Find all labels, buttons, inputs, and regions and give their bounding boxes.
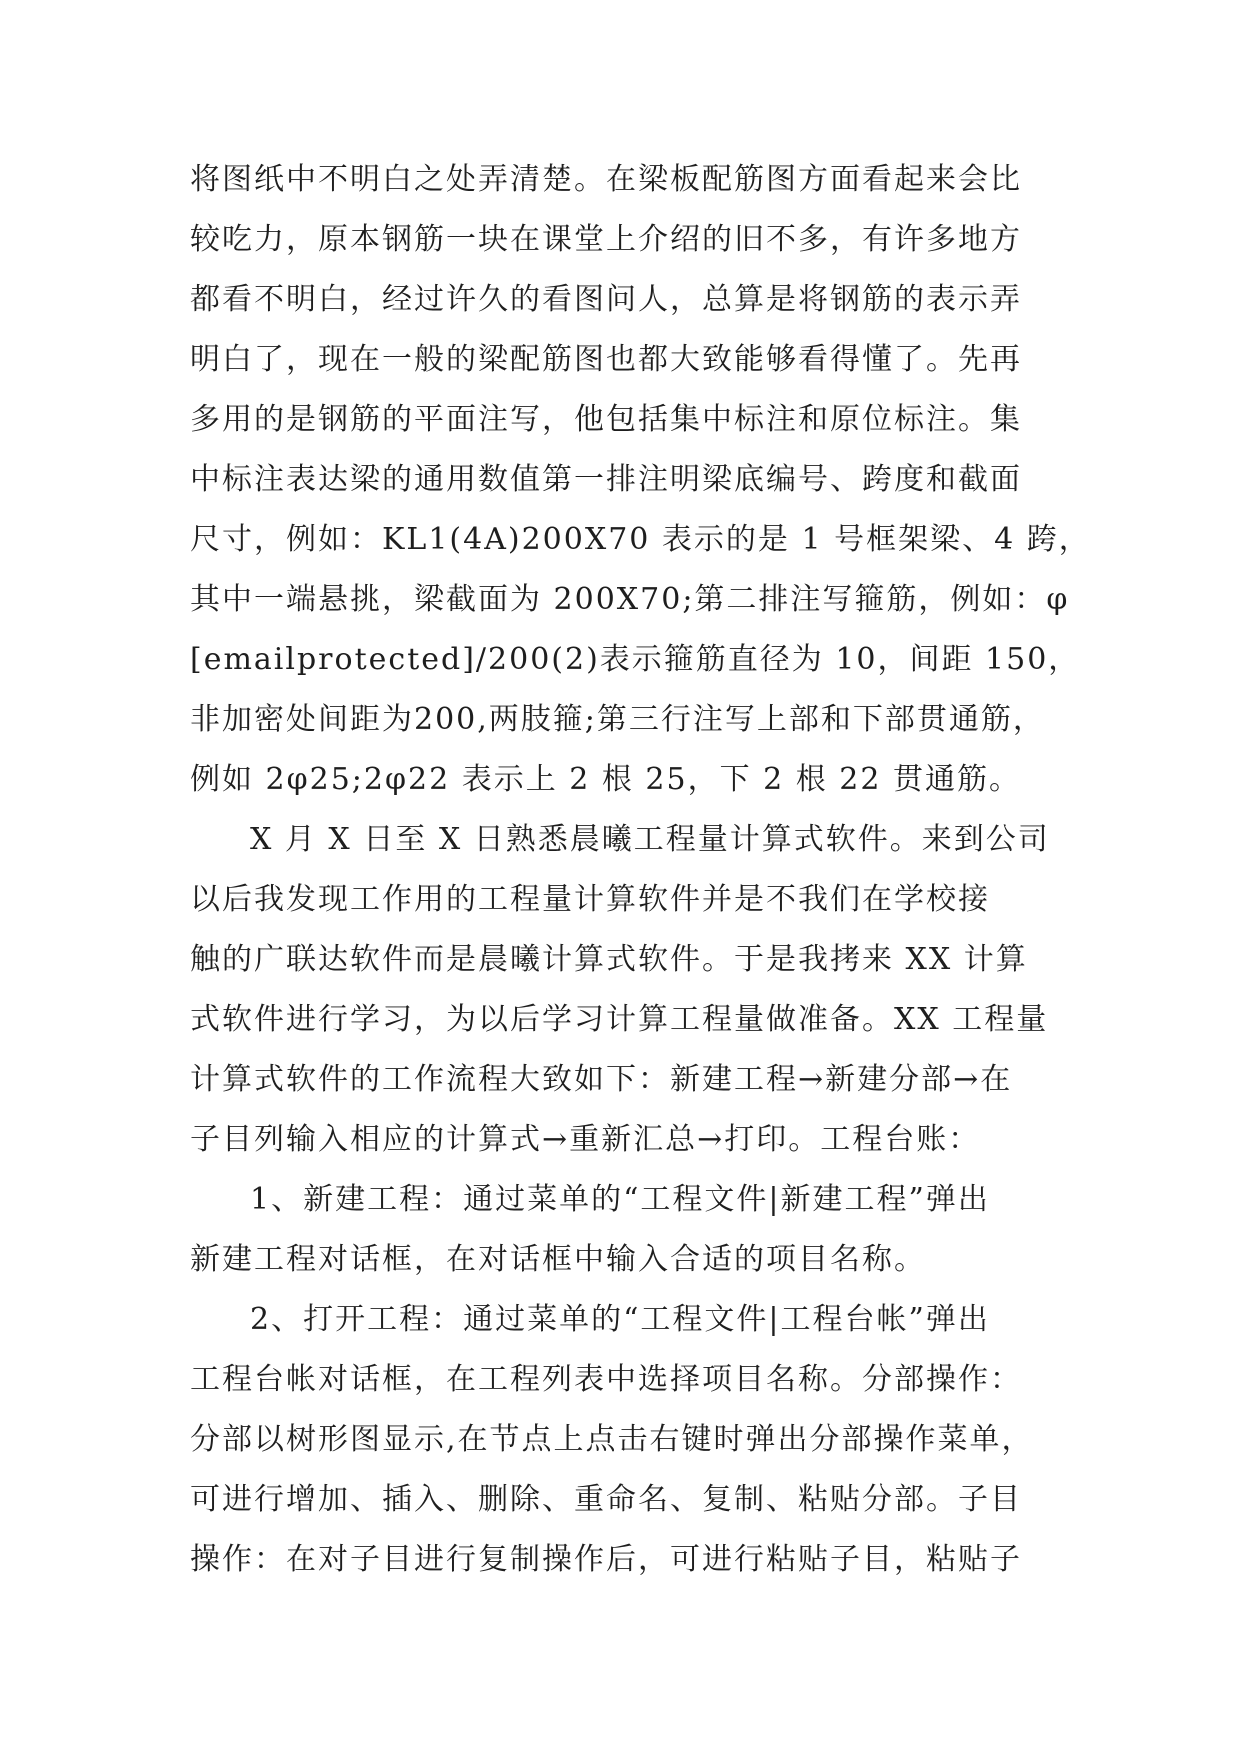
text-line: 工程台帐对话框，在工程列表中选择项目名称。分部操作： [190,1362,1022,1397]
text-line: 非加密处间距为200,两肢箍;第三行注写上部和下部贯通筋， [190,702,1045,737]
text-line: [emailprotected]/200(2)表示箍筋直径为 10，间距 150， [190,642,1081,677]
paragraph-4 [190,1290,1050,1590]
text-line: 2、打开工程：通过菜单的“工程文件|工程台帐”弹出 [250,1302,990,1337]
text-line: 1、新建工程：通过菜单的“工程文件|新建工程”弹出 [250,1182,990,1217]
text-line: 可进行增加、插入、删除、重命名、复制、粘贴分部。子目 [190,1482,1022,1517]
text-line: 操作：在对子目进行复制操作后，可进行粘贴子目，粘贴子 [190,1542,1022,1577]
text-line: 式软件进行学习，为以后学习计算工程量做准备。XX 工程量 [190,1002,1049,1037]
text-line: 新建工程对话框，在对话框中输入合适的项目名称。 [190,1242,926,1277]
text-line: 明白了，现在一般的梁配筋图也都大致能够看得懂了。先再 [190,342,1022,377]
text-line: 其中一端悬挑，梁截面为 200X70;第二排注写箍筋，例如：φ [190,582,1070,617]
text-line: 中标注表达梁的通用数值第一排注明梁底编号、跨度和截面 [190,462,1022,497]
paragraph-1 [190,150,1091,810]
text-line: 计算式软件的工作流程大致如下：新建工程→新建分部→在 [190,1062,1013,1097]
text-line: 分部以树形图显示,在节点上点击右键时弹出分部操作菜单， [190,1422,1034,1457]
text-line: 多用的是钢筋的平面注写，他包括集中标注和原位标注。集 [190,402,1022,437]
document-body [190,150,1091,1590]
text-line: 触的广联达软件而是晨曦计算式软件。于是我拷来 XX 计算 [190,942,1028,977]
text-line: 尺寸，例如：KL1(4A)200X70 表示的是 1 号框架梁、4 跨， [190,522,1091,557]
text-line: 都看不明白，经过许久的看图问人，总算是将钢筋的表示弄 [190,282,1022,317]
text-line: 将图纸中不明白之处弄清楚。在梁板配筋图方面看起来会比 [190,162,1022,197]
paragraph-3 [190,1170,1050,1290]
text-line: 子目列输入相应的计算式→重新汇总→打印。工程台账： [190,1122,981,1157]
text-line: 较吃力，原本钢筋一块在课堂上介绍的旧不多，有许多地方 [190,222,1022,257]
text-line: 例如 2φ25;2φ22 表示上 2 根 25，下 2 根 22 贯通筋。 [190,762,1021,797]
text-line: 以后我发现工作用的工程量计算软件并是不我们在学校接 [190,882,990,917]
paragraph-2 [190,810,1050,1170]
text-line: X 月 X 日至 X 日熟悉晨曦工程量计算式软件。来到公司 [250,822,1050,857]
